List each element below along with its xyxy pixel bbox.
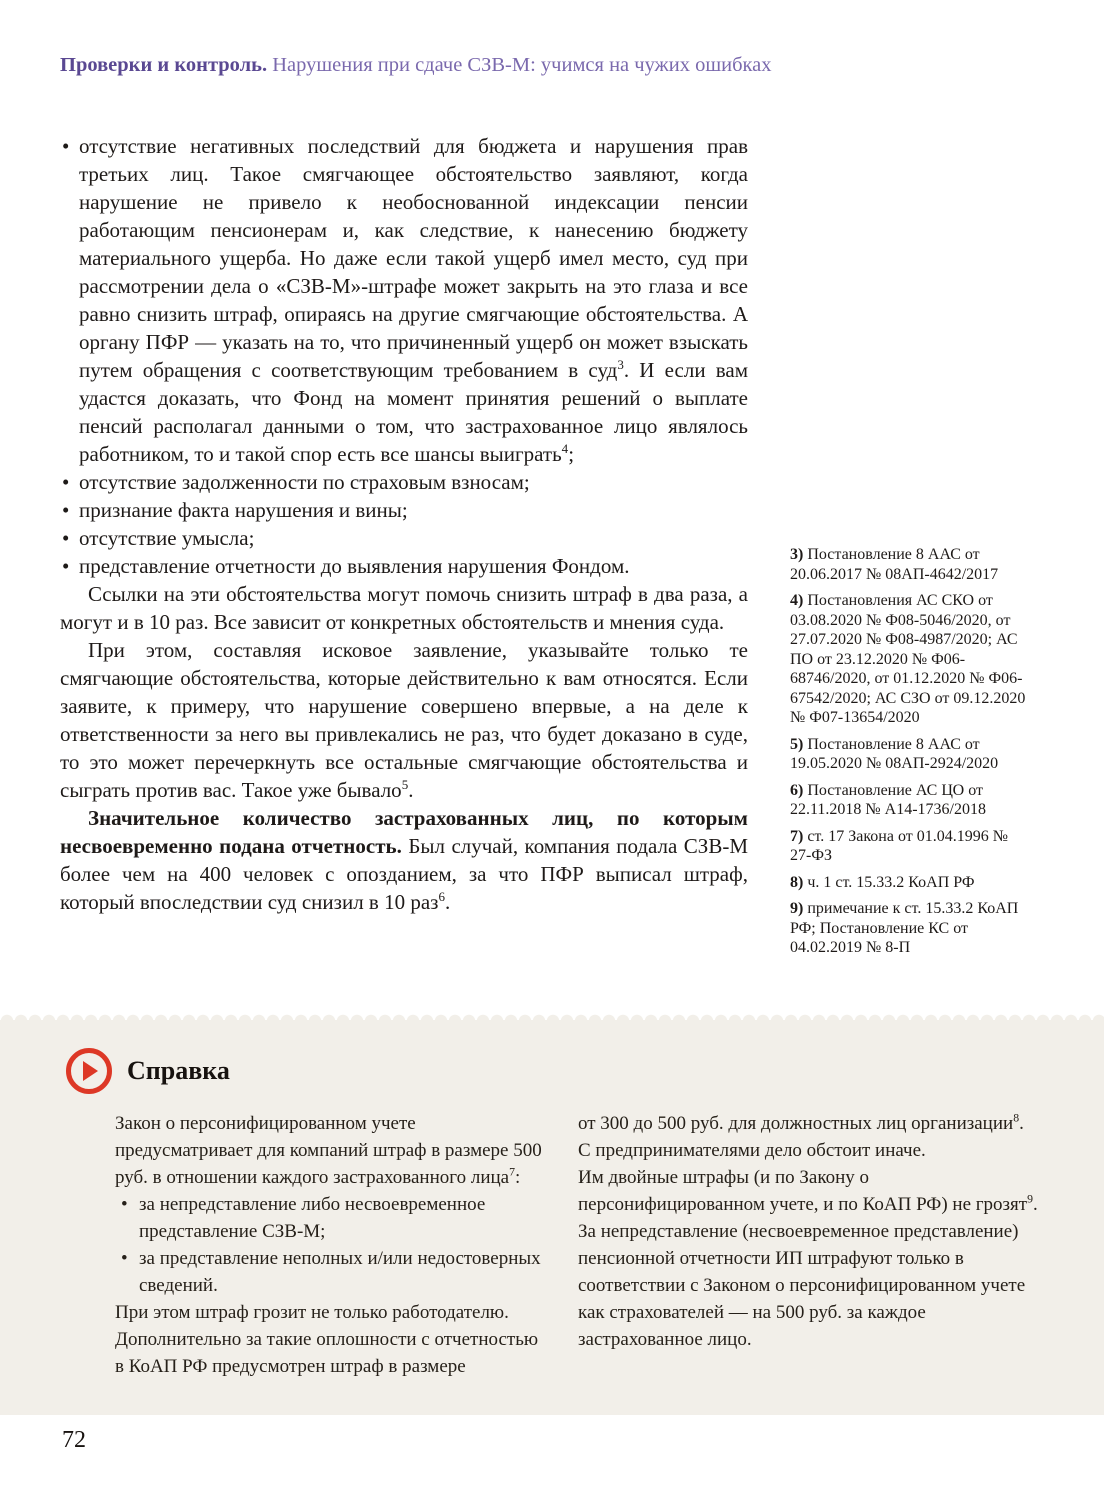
footnote-number: 6) xyxy=(790,781,804,799)
footnote-text: Постановление 8 ААС от 20.06.2017 № 08АП-4642/2017 xyxy=(790,546,999,583)
spravka-paragraph-no-double-fines xyxy=(578,1164,1043,1218)
footnote-ref-3: 3 xyxy=(617,357,624,372)
paragraph-text: . xyxy=(1032,1194,1038,1215)
footnote-number: 3) xyxy=(790,546,804,563)
list-item-incomplete-data: • за представление неполных и/или недостоверных сведений. xyxy=(115,1245,547,1299)
list-item-no-intent: • отсутствие умысла; xyxy=(60,524,748,552)
spravka-intro xyxy=(115,1110,547,1191)
article-title: Нарушения при сдаче СЗВ-М: учимся на чужих ошибках xyxy=(267,54,772,76)
footnote-4 xyxy=(790,591,1030,728)
footnote-number: 4) xyxy=(790,592,804,609)
paragraph-text: . xyxy=(1019,1113,1024,1134)
footnote-ref-9: 9 xyxy=(1027,1192,1033,1206)
spravka-paragraph-ip-fine: За непредставление (несвоевременное представление) пенсионной отчетности ИП штрафуют только в соответствии с Законом о персонифицированном учете как страхователей — на 500 руб. за каждое застрахованное лицо. xyxy=(578,1221,1026,1350)
spravka-columns xyxy=(115,1110,1043,1380)
paragraph-many-insured xyxy=(60,804,748,916)
footnote-number: 5) xyxy=(790,735,804,753)
spravka-outro: При этом штраф грозит не только работодателю. Дополнительно за такие оплошности с отчетностью в КоАП РФ предусмотрен штраф в размере xyxy=(115,1302,539,1377)
list-item-text: ; xyxy=(568,442,575,466)
list-item-text: . И если вам удастся доказать, что Фонд на момент принятия решений о выплате пенсий располагал данными о том, что застрахованное лицо являлось работником, то и такой спор есть все шансы выиграть xyxy=(79,358,749,466)
footnote-8 xyxy=(790,873,1030,893)
footnote-6 xyxy=(790,781,1030,820)
footnote-5 xyxy=(790,735,1030,774)
footnotes-sidebar xyxy=(790,545,1030,965)
paragraph-text: При этом, составляя исковое заявление, указывайте только те смягчающие обстоятельства, которые действительно к вам относятся. Если заявите, к примеру, что нарушение совершено впервые, а на деле к ответственности за него вы привлекались не раз, что будет доказано в суде, то это может перечеркнуть все остальные смягчающие обстоятельства и сыграть против вас. Такое уже бывало xyxy=(60,638,748,802)
spravka-right-column xyxy=(578,1110,1043,1380)
mitigating-circumstances-list xyxy=(60,132,748,580)
paragraph-text: Был случай, компания подала СЗВ-М более чем на 400 человек с опозданием, за что ПФР выписал штраф, который впоследствии суд снизил в 10 раз xyxy=(60,834,748,914)
paragraph-bold-lead: Значительное количество застрахованных лиц, по которым несвоевременно подана отчетность. xyxy=(60,806,748,858)
footnote-text: Постановление АС ЦО от 22.11.2018 № А14-1736/2018 xyxy=(790,781,986,818)
footnote-7 xyxy=(790,827,1030,866)
footnote-ref-5: 5 xyxy=(401,777,409,792)
footnote-number: 7) xyxy=(790,827,804,845)
paragraph-text: . xyxy=(444,890,451,914)
footnote-text: Постановление 8 ААС от 19.05.2020 № 08АП-2924/2020 xyxy=(790,735,999,772)
footnote-ref-8: 8 xyxy=(1013,1111,1020,1125)
footnote-ref-6: 6 xyxy=(438,889,445,904)
section-title: Проверки и контроль. xyxy=(60,54,268,76)
paragraph-text: от 300 до 500 руб. для должностных лиц организации xyxy=(578,1113,1014,1134)
running-head xyxy=(60,52,772,78)
paragraph-claim-advice xyxy=(60,636,748,804)
spravka-fine-list xyxy=(115,1191,547,1299)
paragraph-text: . xyxy=(408,778,414,802)
list-item-admission: • признание факта нарушения и вины; xyxy=(60,496,748,524)
spravka-left-column xyxy=(115,1110,547,1380)
list-item-no-debt: • отсутствие задолженности по страховым взносам; xyxy=(60,468,748,496)
footnote-number: 9) xyxy=(790,900,804,917)
article-body xyxy=(60,132,748,916)
spravka-box xyxy=(0,1020,1104,1415)
paragraph-links-help: Ссылки на эти обстоятельства могут помочь снизить штраф в два раза, а могут и в 10 раз. Все зависит от конкретных обстоятельств и мнения суда. xyxy=(60,582,748,634)
footnote-9 xyxy=(790,899,1030,958)
list-item-text: отсутствие негативных последствий для бюджета и нарушения прав третьих лиц. Такое смягчающее обстоятельство заявляют, когда нарушение не привело к необоснованной индексации пенсии работающим пенсионерам и, как следствие, к нанесению бюджету материального ущерба. Но даже если такой ущерб имел место, суд при рассмотрении дела о «СЗВ-М»-штрафе может закрыть на это глаза и все равно снизить штраф, опираясь на другие смягчающие обстоятельства. А органу ПФР — указать на то, что причиненный ущерб он может взыскать путем обращения с соответствующим требованием в суд xyxy=(79,134,748,382)
spravka-title: Справка xyxy=(127,1056,230,1085)
footnote-text: примечание к ст. 15.33.2 КоАП РФ; Постановление КС от 04.02.2019 № 8-П xyxy=(790,900,1019,956)
footnote-ref-7: 7 xyxy=(509,1165,515,1179)
play-icon xyxy=(66,1048,112,1094)
footnote-ref-4: 4 xyxy=(561,441,569,456)
spravka-paragraph-officials-fine xyxy=(578,1110,1043,1137)
page-number: 72 xyxy=(62,1427,86,1453)
footnote-text: ст. 17 Закона от 01.04.1996 № 27-ФЗ xyxy=(790,827,1009,864)
paragraph-text: Им двойные штрафы (и по Закону о персонифицированном учете, и по КоАП РФ) не грозят xyxy=(578,1167,1028,1215)
list-item-late-submission: • за непредставление либо несвоевременное представление СЗВ-М; xyxy=(115,1191,547,1245)
footnote-3 xyxy=(790,545,1030,584)
list-item-self-report: • представление отчетности до выявления нарушения Фондом. xyxy=(60,552,748,580)
footnote-text: Постановления АС СКО от 03.08.2020 № Ф08-5046/2020, от 27.07.2020 № Ф08-4987/2020; АС ПО от 23.12.2020 № Ф06-68746/2020, от 01.12.2020 № Ф06-67542/2020; АС СЗО от 09.12.2020 № Ф07-13654/2020 xyxy=(790,592,1026,726)
footnote-text: ч. 1 ст. 15.33.2 КоАП РФ xyxy=(807,873,975,891)
footnote-number: 8) xyxy=(790,873,804,891)
spravka-header xyxy=(66,1048,230,1094)
paragraph-text: Закон о персонифицированном учете предусматривает для компаний штраф в размере 500 руб. в отношении каждого застрахованного лица xyxy=(115,1113,542,1188)
spravka-paragraph-entrepreneurs: С предпринимателями дело обстоит иначе. xyxy=(578,1140,926,1161)
list-item-budget-consequences xyxy=(60,132,748,468)
paragraph-text: : xyxy=(514,1167,521,1188)
